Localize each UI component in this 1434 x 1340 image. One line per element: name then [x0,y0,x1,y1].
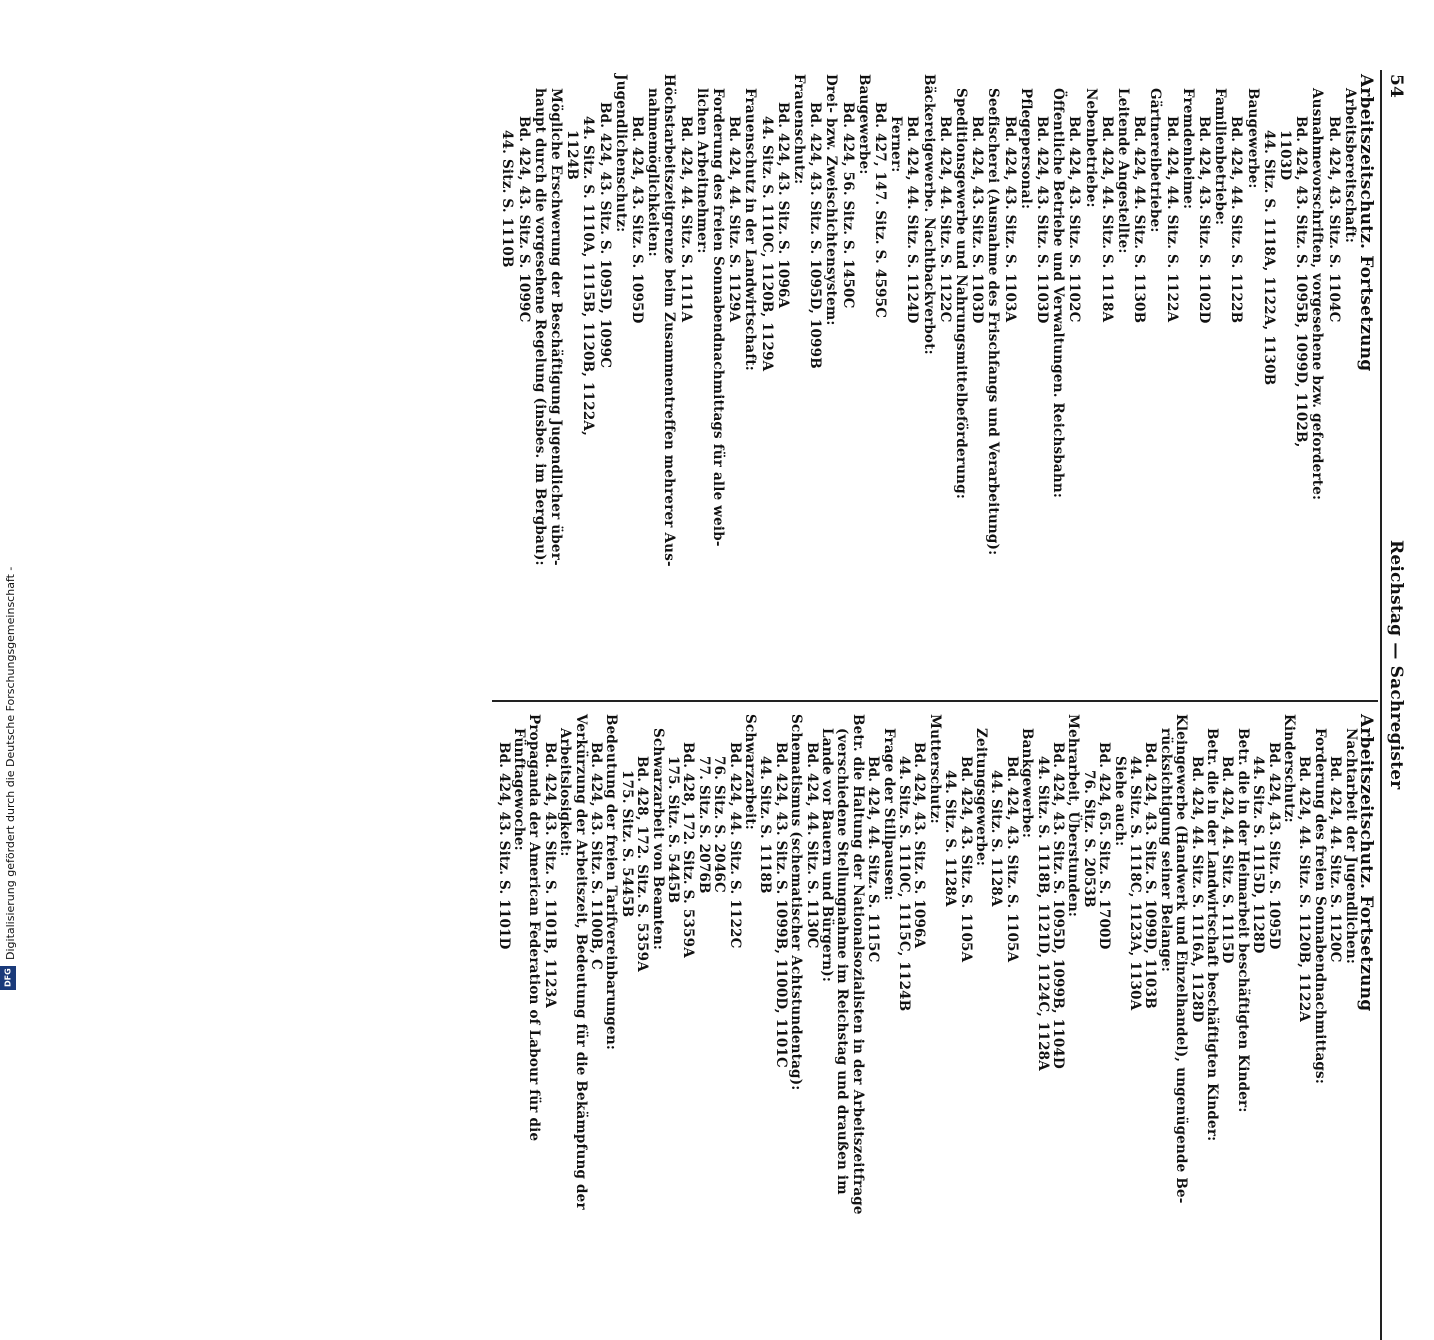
index-entry: Arbeitslosigkeit: [557,728,574,857]
index-entry: 44. Sitz. S. 1118C, 1123A, 1130A [1127,756,1143,1011]
index-entry: 44. Sitz. S. 1110A, 1115B, 1120B, 1122A, [580,116,597,436]
index-entry: 1124B [564,130,581,180]
index-entry: Bd. 424, 43. Sitz. S. 1100B, C [588,742,604,970]
index-entry: Bd. 424, 43. Sitz. S. 1101B, 1123A [541,742,558,1009]
index-entry: Propaganda der American Federation of Labour für die [526,714,543,1142]
index-entry: Schwarzarbeit von Beamten: [649,728,666,951]
page-number: 54 [1386,74,1406,99]
index-entry: Bd. 428, 172. Sitz. S. 5359A [680,742,697,958]
index-entry: 44. Sitz. S. 1110C, 1120B, 1129A [758,116,775,372]
index-entry: Bd. 424, 43. Sitz. S. 1096A [911,742,928,949]
index-entry: Bd. 424, 44. Sitz. S. 1115C [865,756,882,963]
index-entry: Bäckereigewerbe. Nachtbackverbot: [920,74,937,355]
index-entry: Speditionsgewerbe und Nahrungsmittelbeförderung: [953,88,969,500]
index-entry: Betr. die in der Heimarbeit beschäftigten Kinder: [1234,728,1251,1113]
index-entry: Bd. 424, 44. Sitz. S. 1116A, 1128D [1188,756,1205,1023]
index-entry: 44. Sitz. S. 1128A [988,770,1005,907]
index-entry: Drei- bzw. Zweischichtensystem: [823,74,840,326]
index-entry: Schwarzarbeit: [742,714,758,830]
index-entry: Bd. 424, 43. Sitz. S. 1095D, 1099C [596,102,613,369]
index-entry: Fremdenheime: [1179,88,1196,210]
index-entry: Bd. 424, 43. Sitz. S. 1099D, 1103B [1142,742,1159,1009]
column-divider [492,700,1378,702]
index-entry: Bd. 424, 44. Sitz. S. 1111A [677,116,694,323]
column-heading: Arbeitszeitschutz. Fortsetzung [1356,714,1376,1012]
index-entry: Bd. 424, 44. Sitz. S. 1115D [1219,756,1236,964]
index-entry: Baugewerbe: [855,74,872,175]
index-entry: Forderung des freien Sonnabendnachmittags für alle weib- [710,88,726,547]
index-entry: 44. Sitz. S. 1118B [757,756,774,894]
index-entry: (verschiedene Stellungnahme im Reichstag und draußen im [834,728,851,1195]
index-entry: Bd. 424, 43. Sitz. S. 1095D, 1099B, 1104D [1050,742,1066,1069]
index-entry: Schematismus (schematischer Achtstundentag): [788,714,805,1091]
index-entry: Bd. 424, 44. Sitz. S. 1130C [803,742,820,949]
index-entry: Leitende Angestellte: [1115,88,1131,254]
index-entry: Bd. 424, 43. Sitz. S. 1095D, 1099B [807,102,824,369]
index-entry: 1103D [1277,130,1293,181]
index-entry: Arbeitsbereitschaft: [1341,88,1358,244]
index-entry: Betr. die in der Landwirtschaft beschäftigten Kinder: [1204,728,1220,1142]
index-entry: 44. Sitz. S. 1128A [942,770,959,907]
index-entry: nahmemöglichkeiten: [645,88,662,257]
index-entry: Bd. 424, 44. Sitz. S. 1129A [726,116,743,323]
index-entry: Ausnahmevorschriften, vorgesehene bzw. geforderte: [1309,88,1326,501]
index-entry: Bd. 424, 44. Sitz. S. 1130B [1131,116,1148,324]
index-entry: Bd. 427, 147. Sitz. S. 4595C [872,102,888,319]
index-entry: Bd. 424, 44. Sitz. S. 1122B [1228,116,1245,324]
index-entry: 44. Sitz. S. 1115D, 1128D [1250,756,1267,954]
index-entry: Kinderschutz: [1281,714,1297,823]
index-entry: Mehrarbeit, Überstunden: [1065,714,1082,918]
index-entry: Bd. 424, 44. Sitz. S. 1124D [904,116,921,324]
index-entry: Frage der Stillpausen: [880,728,897,901]
index-entry: Bd. 424, 43. Sitz. S. 1095D [1265,742,1282,950]
index-entry: 76. Sitz. S. 2046C [711,756,728,893]
index-entry: Öffentliche Betriebe und Verwaltungen. Reichsbahn: [1050,88,1067,499]
dfg-credit-note: Digitalisierung gefördert durch die Deutsche Forschungsgemeinschaft - [4,566,17,960]
index-entry: Nachtarbeit der Jugendlichen: [1342,728,1359,965]
index-entry: haupt durch die vorgesehene Regelung (insbes. im Bergbau): [531,88,548,566]
index-entry: Bd. 424, 44. Sitz. S. 1120B, 1122A [1296,756,1313,1023]
index-entry: Bd. 424, 43. Sitz. S. 1096A [774,102,791,309]
index-entry: Ferner: [888,116,905,173]
index-entry: Bd. 424, 43. Sitz. S. 1102C [1066,116,1083,323]
index-entry: Seefischerei (Ausnahme des Frischfangs und Verarbeitung): [985,88,1002,556]
index-entry: Frauenschutz: [791,74,807,185]
index-entry: Familienbetriebe: [1212,88,1229,226]
index-entry: Bd. 424, 44. Sitz. S. 1122A [1163,116,1180,323]
running-title: Reichstag — Sachregister [1386,540,1406,790]
index-entry: lichen Arbeitnehmer: [693,88,710,254]
index-entry: Bd. 424, 43. Sitz. S. 1103A [1001,116,1018,323]
index-entry: Frauenschutz in der Landwirtschaft: [742,88,759,371]
index-entry: Bd. 424, 44. Sitz. S. 1122C [936,116,953,323]
index-entry: Bd. 424, 43. Sitz. S. 1095D [629,116,645,324]
index-entry: Gärtnereibetriebe: [1147,88,1164,233]
index-entry: Bd. 424, 43. Sitz. S. 1102D [1196,116,1212,324]
index-entry: Mögliche Erschwerung der Beschäftigung Jugendlicher über- [548,88,564,566]
header-rule [1381,70,1383,1340]
index-entry: 44. Sitz. S. 1110C, 1115C, 1124B [896,756,912,1012]
index-entry: Fünftagewoche: [511,728,527,851]
index-entry: 44. Sitz. S. 1110B [499,130,516,268]
index-entry: 76. Sitz. S. 2053B [1080,770,1097,908]
index-entry: Bd. 424, 43. Sitz. S. 1103D [1034,116,1050,324]
index-entry: 44. Sitz. S. 1118B, 1121D, 1124C, 1128A [1034,756,1051,1071]
index-entry: Jugendlichenschutz: [612,74,629,233]
index-entry: 44. Sitz. S. 1118A, 1122A, 1130B [1260,130,1277,386]
index-entry: Bd. 424, 43. Sitz. S. 1099B, 1100D, 1101C [772,742,789,1068]
index-entry: 175. Sitz. S. 5445B [618,770,635,918]
index-entry: Bd. 424, 43. Sitz. S. 1105A [1003,756,1020,963]
column-heading: Arbeitszeitschutz. Fortsetzung [1356,74,1376,372]
index-entry: Bd. 424, 43. Sitz. S. 1095B, 1099D, 1102B, [1293,116,1310,448]
index-entry: Siehe auch: [1111,756,1128,847]
index-entry: Verkürzung der Arbeitszeit, Bedeutung für die Bekämpfung der [572,714,589,1210]
index-entry: Bd. 424, 43. Sitz. S. 1099C [515,116,532,323]
index-entry: Bd. 424, 43. Sitz. S. 1101D [495,742,512,950]
index-entry: Pflegepersonal: [1017,88,1034,210]
index-entry: Bd. 424, 43. Sitz. S. 1103D [969,116,986,324]
index-entry: Bedeutung der freien Tarifvereinbarungen: [603,714,620,1051]
index-entry: Bankgewerbe: [1019,728,1036,839]
index-entry: Zeitungsgewerbe: [973,728,989,867]
index-entry: Forderung des freien Sonnabendnachmittags: [1311,728,1328,1085]
index-entry: Bd. 424, 43. Sitz. S. 1104C [1325,116,1342,323]
index-entry: Baugewerbe: [1244,88,1261,189]
index-entry: Kleingewerbe (Handwerk und Einzelhandel), ungenügende Be- [1173,714,1190,1204]
index-entry: Betr. die Haltung der Nationalsozialisten in der Arbeitszeitfrage [849,714,866,1215]
index-entry: rücksichtigung seiner Belange: [1157,728,1174,973]
document-page [134,0,1434,1215]
index-entry: Bd. 428, 172. Sitz. S. 5359A [634,756,651,972]
index-entry: Lande vor Bauern und Bürgern): [819,728,835,983]
index-entry: Bd. 424, 44. Sitz. S. 1122C [726,742,743,949]
index-entry: Mutterschutz: [926,714,943,824]
index-entry: 77. Sitz. S. 2076B [695,756,712,894]
dfg-logo: DFG [0,966,16,990]
index-entry: Bd. 424, 44. Sitz. S. 1118A [1098,116,1115,323]
index-entry: Bd. 424, 44. Sitz. S. 1120C [1327,756,1344,963]
index-entry: Bd. 424, 43. Sitz. S. 1105A [957,756,974,963]
index-entry: Höchstarbeitszeitgrenze beim Zusammentreffen mehrerer Aus- [661,74,678,567]
index-entry: Bd. 424, 56. Sitz. S. 1450C [839,102,856,309]
index-entry: Bd. 424, 65. Sitz. S. 1700D [1096,742,1113,950]
index-entry: 175. Sitz. S. 5445B [665,756,681,904]
index-entry: Nebenbetriebe: [1082,88,1099,208]
